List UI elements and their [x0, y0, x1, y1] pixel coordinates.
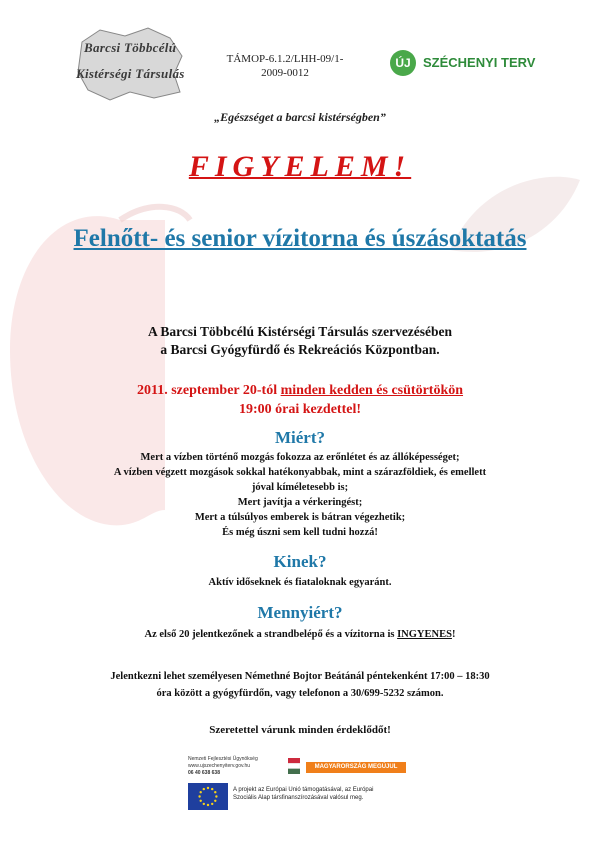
schedule-text [40, 381, 560, 419]
why-line: jóval kíméletesebb is; [251, 482, 349, 493]
szechenyi-mark: ÚJ [390, 50, 416, 76]
price-free: INGYENES [397, 629, 452, 640]
hungarian-flag-icon [288, 758, 300, 774]
motto: „Egészséget a barcsi kistérségben” [214, 110, 386, 124]
why-body [50, 450, 550, 540]
schedule-line2: 19:00 órai kezdettel! [238, 402, 362, 417]
contact-info [50, 668, 550, 702]
schedule-line1 [40, 381, 560, 400]
nfu-name: Nemzeti Fejlesztési Ügynökség [188, 756, 258, 762]
region-map-icon [70, 22, 190, 102]
eu-flag-icon [188, 783, 228, 810]
project-code [220, 52, 350, 80]
who-body: Aktív időseknek és fiataloknak egyaránt. [208, 577, 392, 588]
nfu-block [188, 756, 283, 777]
eu-funding-note [233, 786, 413, 802]
eu-line2: Szociális Alap társfinanszírozásával valósul meg. [233, 795, 364, 801]
contact-line2: óra között a gyógyfürdőn, vagy telefonon a 30/699-5232 számon. [156, 688, 444, 699]
hungary-renews-badge: MAGYARORSZÁG MEGÚJUL [306, 762, 406, 773]
nfu-url: www.ujszechenyiterv.gov.hu [188, 763, 251, 769]
schedule-days: minden kedden és csütörtökön [280, 383, 464, 398]
nfu-phone: 06 40 638 638 [188, 770, 220, 776]
why-line: Mert javítja a vérkeringést; [237, 497, 363, 508]
logo-text-line1: Barcsi Többcélú [84, 40, 177, 55]
eu-line1: A projekt az Európai Unió támogatásával, az Európai [233, 787, 374, 793]
contact-line1: Jelentkezni lehet személyesen Némethné Bojtor Beátánál péntekenként 17:00 – 18:30 [110, 671, 490, 682]
closing-text: Szeretettel várunk minden érdeklődőt! [209, 724, 391, 736]
schedule-start: 2011. szeptember 20-tól [136, 383, 281, 398]
project-code-line2: 2009-0012 [261, 67, 309, 79]
why-line: Mert a túlsúlyos emberek is bátran végezhetik; [194, 512, 406, 523]
event-title: Felnőtt- és senior vízitorna és úszásoktatás [73, 225, 527, 252]
logo-text-line2: Kistérségi Társulás [76, 66, 185, 81]
price-heading: Mennyiért? [257, 603, 343, 622]
why-line: A vízben végzett mozgások sokkal hatékonyabbak, mint a szárazföldiek, és emellett [113, 467, 487, 478]
szechenyi-text: SZÉCHENYI TERV [423, 55, 536, 70]
who-heading: Kinek? [273, 552, 327, 571]
project-code-line1: TÁMOP-6.1.2/LHH-09/1- [226, 53, 344, 65]
organizer-text [40, 323, 560, 359]
why-line: Mert a vízben történő mozgás fokozza az erőnlétet és az állóképességet; [140, 452, 460, 463]
szechenyi-terv-logo [390, 48, 540, 80]
organizer-line2: a Barcsi Gyógyfürdő és Rekreációs Központban. [160, 342, 440, 357]
why-heading: Miért? [274, 428, 326, 447]
attention-heading: FIGYELEM! [188, 150, 412, 183]
organizer-line1: A Barcsi Többcélú Kistérségi Társulás szervezésében [147, 324, 453, 339]
price-body [50, 627, 550, 642]
price-end: ! [451, 629, 456, 640]
price-text: Az első 20 jelentkezőnek a strandbelépő és a vízitorna is [144, 629, 398, 640]
why-line: És még úszni sem kell tudni hozzá! [222, 527, 378, 538]
association-logo [70, 22, 190, 102]
